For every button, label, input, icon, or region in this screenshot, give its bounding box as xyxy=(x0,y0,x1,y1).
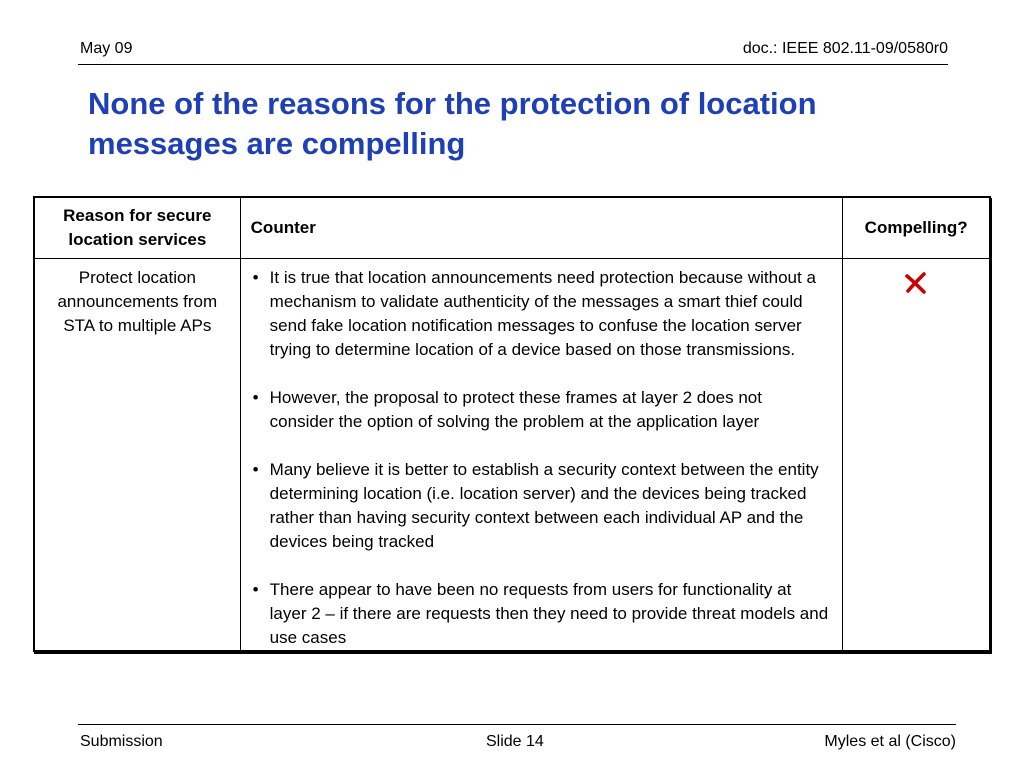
footer-slide-number: Slide 14 xyxy=(486,733,544,750)
compelling-cell xyxy=(843,259,990,652)
counter-bullet: • There appear to have been no requests from users for functionality at layer 2 – if there are requests then they need to provide threat models and use cases xyxy=(251,578,831,650)
counter-bullet: • Many believe it is better to establish a security context between the entity determining location (i.e. location server) and the devices being tracked rather than having security context between each individual AP and the devices being tracked xyxy=(251,458,831,554)
red-x-mark-icon xyxy=(904,271,928,302)
footer-divider xyxy=(78,724,956,725)
table-header-row xyxy=(34,197,990,259)
counter-bullet-list xyxy=(251,266,831,650)
slide-title: None of the reasons for the protection of location messages are compelling xyxy=(88,86,817,161)
footer-authors: Myles et al (Cisco) xyxy=(824,733,956,750)
header-doc-id: doc.: IEEE 802.11-09/0580r0 xyxy=(742,40,948,57)
header-divider xyxy=(78,64,948,65)
table-row xyxy=(34,259,990,652)
column-header-compelling: Compelling? xyxy=(843,197,990,259)
counter-bullet: • It is true that location announcements need protection because without a mechanism to validate authenticity of the messages a smart thief could send fake location notification messages to confuse the location server trying to determine location of a device based on those transmissions. xyxy=(251,266,831,362)
counter-bullet: • However, the proposal to protect these frames at layer 2 does not consider the option of solving the problem at the application layer xyxy=(251,386,831,434)
header-date: May 09 xyxy=(80,40,133,57)
column-header-counter: Counter xyxy=(240,197,843,259)
reason-cell: Protect location announcements from STA to multiple APs xyxy=(34,259,240,652)
column-header-reason: Reason for secure location services xyxy=(34,197,240,259)
counter-cell xyxy=(240,259,843,652)
footer-submission: Submission xyxy=(80,733,163,750)
reasons-table xyxy=(33,196,991,652)
